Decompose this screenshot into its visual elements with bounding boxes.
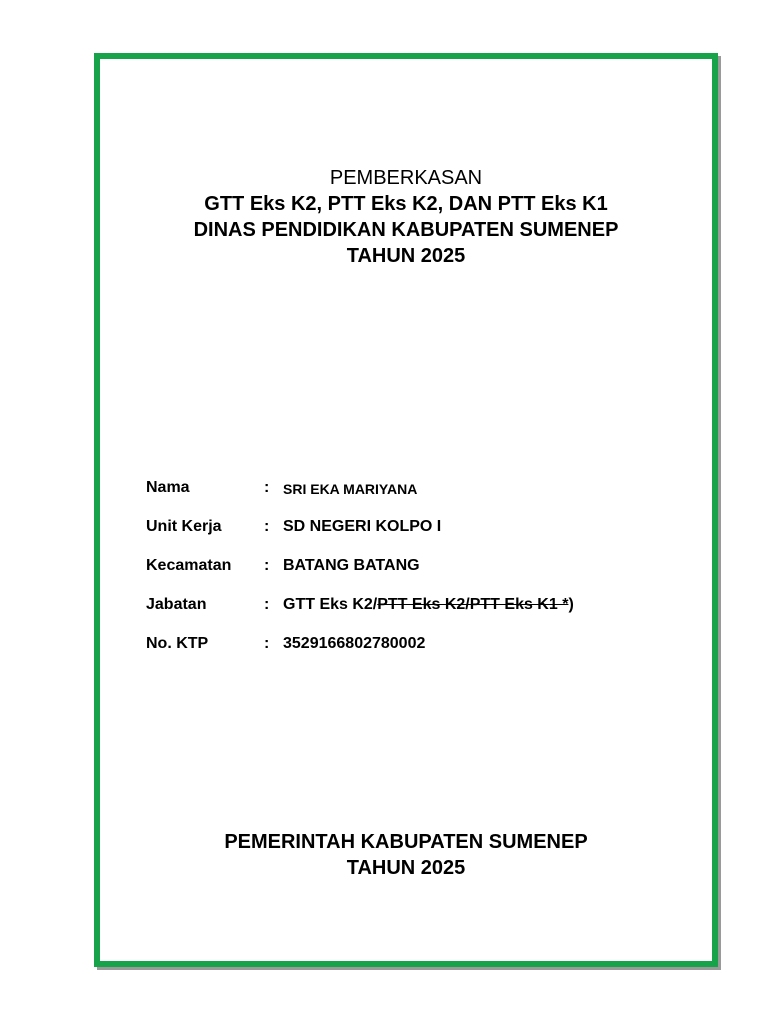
field-label-jabatan: Jabatan [146, 596, 207, 613]
field-colon: : [264, 479, 270, 496]
field-row-jabatan [146, 596, 686, 635]
field-colon: : [264, 635, 270, 652]
field-row-kecamatan [146, 557, 686, 596]
cover-footer [100, 829, 712, 881]
cover-frame [94, 53, 718, 967]
field-row-no-ktp [146, 635, 686, 674]
identity-fields [146, 479, 686, 674]
jabatan-struck-options: PTT Eks K2/PTT Eks K1 * [377, 596, 569, 613]
field-colon: : [264, 596, 270, 613]
field-label-unit-kerja: Unit Kerja [146, 518, 222, 535]
field-value-unit-kerja: SD NEGERI KOLPO I [283, 518, 442, 535]
field-value-jabatan [283, 596, 574, 614]
jabatan-selected: GTT Eks K2/ [283, 596, 378, 613]
title-line-4: TAHUN 2025 [346, 245, 466, 267]
field-value-nama: SRI EKA MARIYANA [283, 481, 418, 497]
footer-line-1: PEMERINTAH KABUPATEN SUMENEP [224, 831, 588, 853]
title-line-2: GTT Eks K2, PTT Eks K2, DAN PTT Eks K1 [204, 193, 608, 215]
field-value-kecamatan: BATANG BATANG [283, 557, 420, 574]
field-row-unit-kerja [146, 518, 686, 557]
field-value-no-ktp: 3529166802780002 [283, 635, 426, 652]
field-colon: : [264, 557, 270, 574]
field-label-kecamatan: Kecamatan [146, 557, 232, 574]
cover-title [100, 165, 712, 269]
field-label-no-ktp: No. KTP [146, 635, 209, 652]
title-line-3: DINAS PENDIDIKAN KABUPATEN SUMENEP [193, 219, 619, 241]
jabatan-suffix: ) [568, 596, 574, 613]
footer-line-2: TAHUN 2025 [346, 857, 466, 879]
title-line-1: PEMBERKASAN [329, 167, 483, 189]
field-row-nama [146, 479, 686, 518]
field-label-nama: Nama [146, 479, 190, 496]
field-colon: : [264, 518, 270, 535]
